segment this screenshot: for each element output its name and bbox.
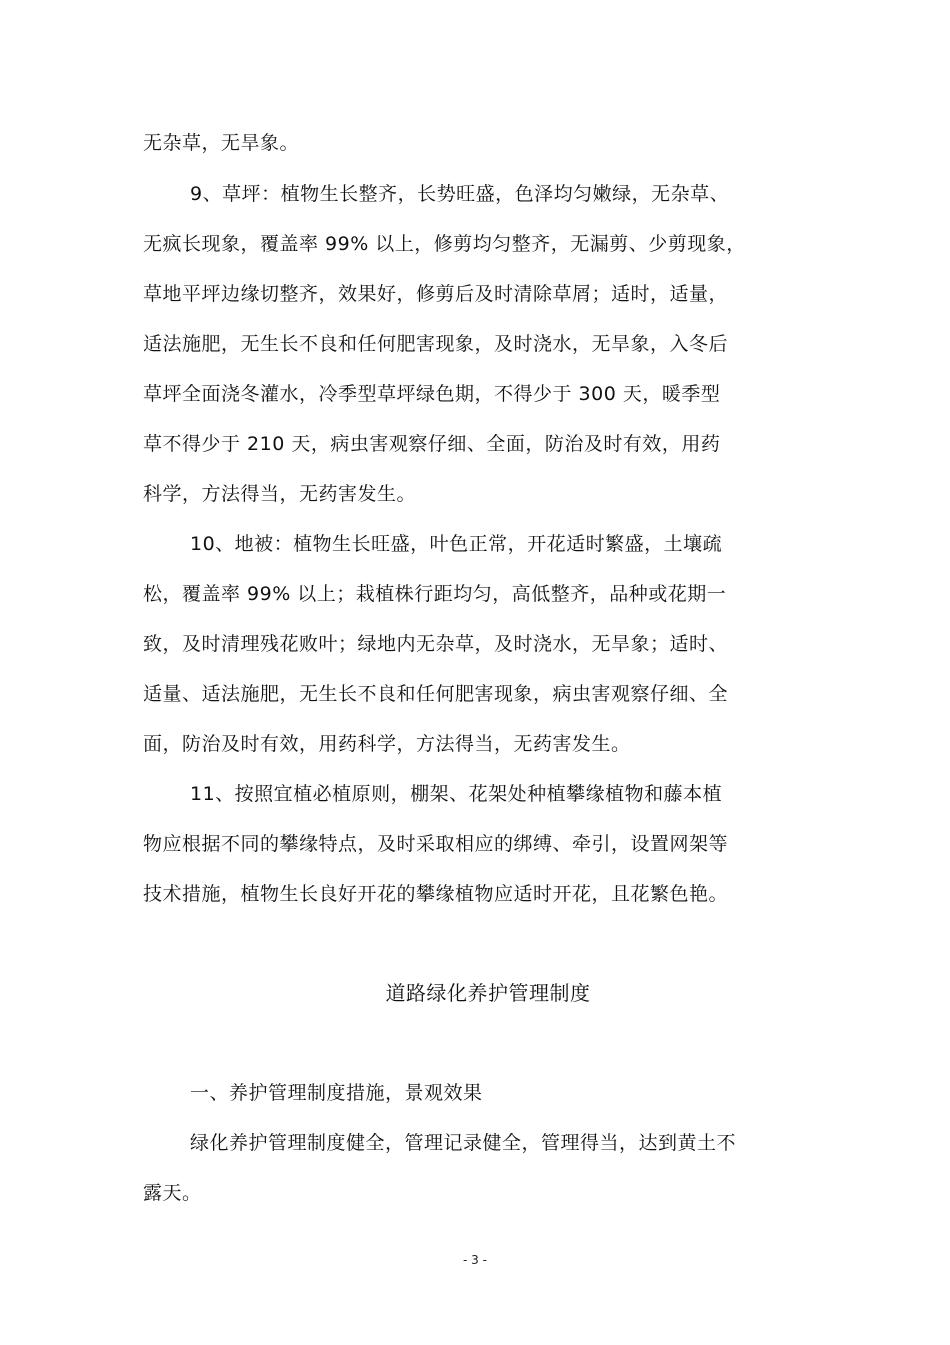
text-line: 科学，方法得当，无药害发生。: [143, 483, 417, 505]
text-line: 松，覆盖率 99% 以上；栽植株行距均匀，高低整齐，品种或花期一: [143, 583, 727, 605]
text-line: 无杂草，无旱象。: [143, 132, 300, 154]
text-line: 物应根据不同的攀缘特点，及时采取相应的绑缚、牵引，设置网架等: [143, 833, 729, 855]
text-line: 无疯长现象，覆盖率 99% 以上，修剪均匀整齐，无漏剪、少剪现象，: [143, 233, 746, 255]
section-title: 道路绿化养护管理制度: [385, 981, 591, 1005]
text-line: 11、按照宜植必植原则，棚架、花架处种植攀缘植物和藤本植: [190, 783, 723, 805]
text-line: 草地平坪边缘切整齐，效果好，修剪后及时清除草屑；适时，适量，: [143, 283, 729, 305]
text-line: 10、地被：植物生长旺盛，叶色正常，开花适时繁盛，土壤疏: [190, 533, 723, 555]
text-line: 露天。: [143, 1182, 202, 1204]
subsection-title: 一、养护管理制度措施，景观效果: [190, 1082, 483, 1104]
text-line: 草不得少于 210 天，病虫害观察仔细、全面，防治及时有效，用药: [143, 433, 721, 455]
text-line: 草坪全面浇冬灌水，冷季型草坪绿色期，不得少于 300 天，暖季型: [143, 383, 721, 405]
page-number: - 3 -: [463, 1253, 487, 1267]
text-line: 技术措施，植物生长良好开花的攀缘植物应适时开花，且花繁色艳。: [143, 883, 729, 905]
text-line: 绿化养护管理制度健全，管理记录健全，管理得当，达到黄土不: [190, 1132, 737, 1154]
text-line: 适法施肥，无生长不良和任何肥害现象，及时浇水，无旱象，入冬后: [143, 333, 729, 355]
text-line: 面，防治及时有效，用药科学，方法得当，无药害发生。: [143, 733, 631, 755]
text-line: 9、草坪：植物生长整齐，长势旺盛，色泽均匀嫩绿，无杂草、: [190, 183, 730, 205]
text-line: 适量、适法施肥，无生长不良和任何肥害现象，病虫害观察仔细、全: [143, 683, 729, 705]
text-line: 致，及时清理残花败叶；绿地内无杂草，及时浇水，无旱象；适时、: [143, 633, 729, 655]
